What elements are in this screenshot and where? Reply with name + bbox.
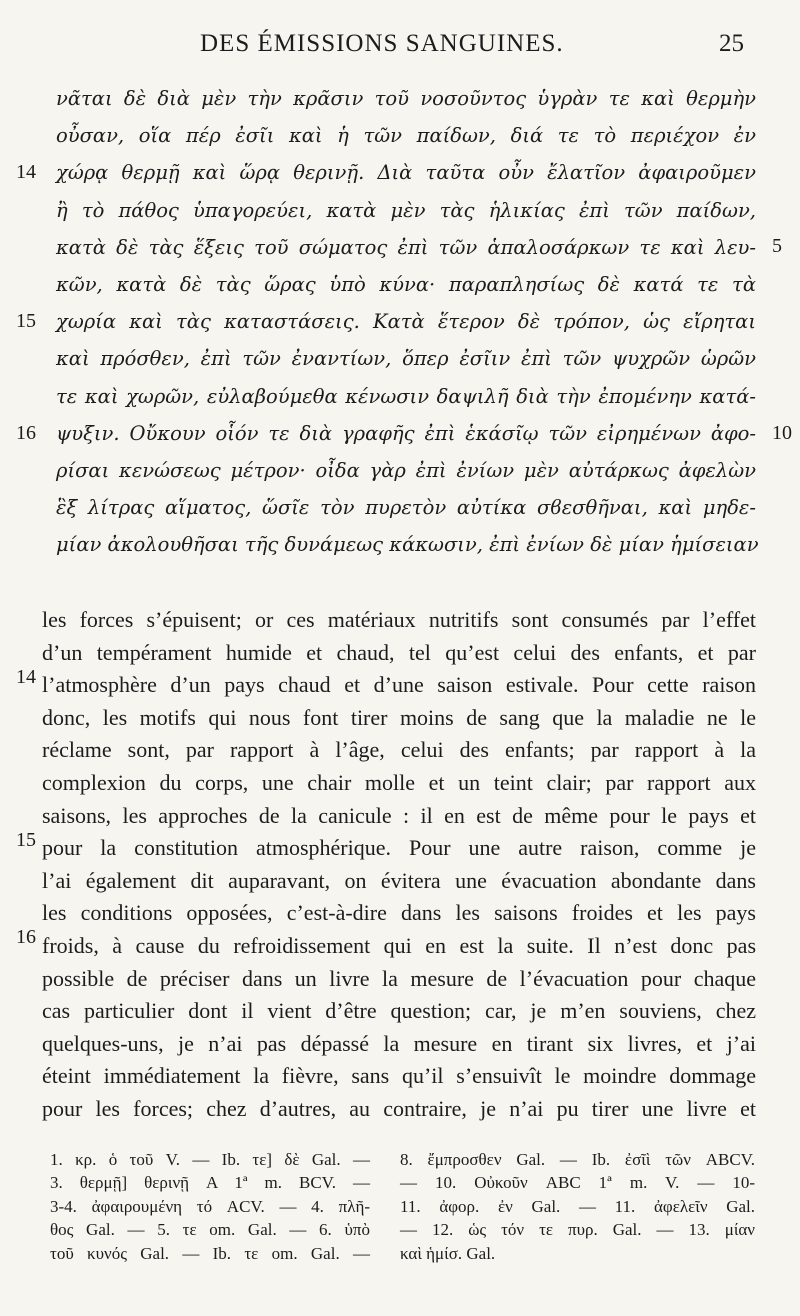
footnotes-right-column: [400, 1148, 755, 1265]
greek-line: ψυξιν. Οὔκουν οἷόν τε διὰ γραφῆς ἐπὶ ἑκάσῖῳ τῶν εἰρημένων ἀφο-: [56, 421, 756, 445]
footnote-line: 11. ἀφορ. ἐν Gal. — 11. ἀφελεῖν Gal.: [400, 1196, 755, 1216]
french-line: complexion du corps, une chair molle et un teint clair; par rapport aux: [42, 769, 756, 795]
greek-line-ref-15: 15: [16, 310, 36, 332]
french-line: les forces s’épuisent; or ces matériaux nutritifs sont consumés par l’effet: [42, 607, 756, 632]
french-line: l’ai également dit auparavant, on évitera une évacuation abondante dans: [42, 867, 756, 893]
greek-line-count-5: 5: [772, 235, 782, 257]
french-line: froids, à cause du refroidissement qui en est la suite. Il n’est donc pas: [42, 932, 756, 958]
greek-line-ref-14: 14: [16, 161, 36, 183]
greek-line: χώρᾳ θερμῇ καὶ ὥρᾳ θερινῇ. Διὰ ταῦτα οὖν ἔλατῖον ἀφαιροῦμεν: [56, 161, 756, 185]
french-line-ref-14: 14: [16, 666, 36, 688]
greek-line-count-10: 10: [772, 422, 792, 444]
footnote-line: — 12. ὡς τόν τε πυρ. Gal. — 13. μίαν: [400, 1220, 755, 1240]
french-line: d’un tempérament humide et chaud, tel qu’est celui des enfants, et par: [42, 639, 756, 665]
french-line: donc, les motifs qui nous font tirer moins de sang que la maladie ne le: [42, 704, 756, 730]
french-line: quelques-uns, je n’ai pas dépassé la mesure en tirant six livres, et j’ai: [42, 1030, 756, 1056]
french-line: saisons, les approches de la canicule : il en est de même pour le pays et: [42, 802, 756, 828]
greek-line: ἢ τὸ πάθος ὑπαγορεύει, κατὰ μὲν τὰς ἡλικίας ἐπὶ τῶν παίδων,: [56, 198, 756, 222]
greek-line: οὖσαν, οἵα πέρ ἐσῖι καὶ ἡ τῶν παίδων, διά τε τὸ περιέχον ἐν: [56, 124, 756, 148]
footnote-line: θος Gal. — 5. τε om. Gal. — 6. ὑπὸ: [50, 1220, 370, 1240]
greek-line: κατὰ δὲ τὰς ἕξεις τοῦ σώματος ἐπὶ τῶν ἁπαλοσάρκων τε καὶ λευ-: [56, 235, 756, 259]
footnote-line: 1. κρ. ὁ τοῦ V. — Ib. τε] δὲ Gal. —: [50, 1150, 370, 1169]
greek-line: ἓξ λίτρας αἵματος, ὥσῖε τὸν πυρετὸν αὐτίκα σϐεσθῆναι, καὶ μηδε-: [56, 496, 756, 520]
greek-line-ref-16: 16: [16, 422, 36, 444]
footnotes-left-column: [50, 1148, 370, 1265]
french-line: réclame sont, par rapport à l’âge, celui des enfants; par rapport à la: [42, 737, 756, 763]
french-line: pour les forces; chez d’autres, au contraire, je n’ai pu tirer une livre et: [42, 1095, 756, 1121]
french-line: pour la constitution atmosphérique. Pour une autre raison, comme je: [42, 835, 756, 861]
french-line: les conditions opposées, c’est-à-dire dans les saisons froides et les pays: [42, 900, 756, 926]
french-line: éteint immédiatement la fièvre, sans qu’il s’ensuivît le moindre dommage: [42, 1063, 756, 1089]
greek-line: κῶν, κατὰ δὲ τὰς ὥρας ὑπὸ κύνα· παραπλησίως δὲ κατά τε τὰ: [56, 272, 756, 296]
footnote-line: 8. ἔμπροσθεν Gal. — Ib. ἐσῖὶ τῶν ABCV.: [400, 1150, 755, 1169]
footnote-line: καὶ ἡμίσ. Gal.: [400, 1243, 496, 1263]
greek-line: χωρία καὶ τὰς καταστάσεις. Κατὰ ἕτερον δὲ τρόπον, ὡς εἴρηται: [56, 310, 756, 334]
greek-line: καὶ πρόσθεν, ἐπὶ τῶν ἐναντίων, ὅπερ ἐσῖιν ἐπὶ τῶν ψυχρῶν ὡρῶν: [56, 347, 756, 371]
french-line: l’atmosphère d’un pays chaud et d’une saison estivale. Pour cette raison: [42, 672, 756, 698]
footnote-line: τοῦ κυνός Gal. — Ib. τε om. Gal. —: [50, 1243, 370, 1263]
french-line-ref-16: 16: [16, 926, 36, 948]
greek-line: ρίσαι κενώσεως μέτρον· οἶδα γὰρ ἐπὶ ἐνίων μὲν αὐτάρκως ἀφελὼν: [56, 458, 756, 482]
greek-line: τε καὶ χωρῶν, εὐλαβούμεθα κένωσιν δαψιλῆ διὰ τὴν ἐπομένην κατά-: [56, 384, 756, 408]
french-line: cas particulier dont il vient d’être question; car, je m’en souviens, chez: [42, 998, 756, 1024]
greek-text-block: [56, 80, 759, 563]
footnote-line: — 10. Οὐκοῦν ABC 1ª m. V. — 10-: [400, 1173, 755, 1193]
french-line: possible de préciser dans un livre la mesure de l’évacuation pour chaque: [42, 965, 756, 991]
page-number: 25: [719, 30, 744, 57]
french-line-ref-15: 15: [16, 829, 36, 851]
greek-line: νᾶται δὲ διὰ μὲν τὴν κρᾶσιν τοῦ νοσοῦντος ὑγρὰν τε καὶ θερμὴν: [56, 87, 756, 110]
running-title: DES ÉMISSIONS SANGUINES.: [200, 30, 564, 57]
french-translation-block: [42, 604, 756, 1126]
greek-line: μίαν ἀκολουθῆσαι τῆς δυνάμεως κάκωσιν, ἐπὶ ἐνίων δὲ μίαν ἡμίσειαν: [56, 533, 759, 557]
footnote-line: 3-4. ἀφαιρουμένη τό ACV. — 4. πλῆ-: [50, 1196, 370, 1216]
running-header: [200, 30, 760, 64]
footnote-line: 3. θερμῇ] θερινῇ A 1ª m. BCV. —: [50, 1173, 370, 1193]
